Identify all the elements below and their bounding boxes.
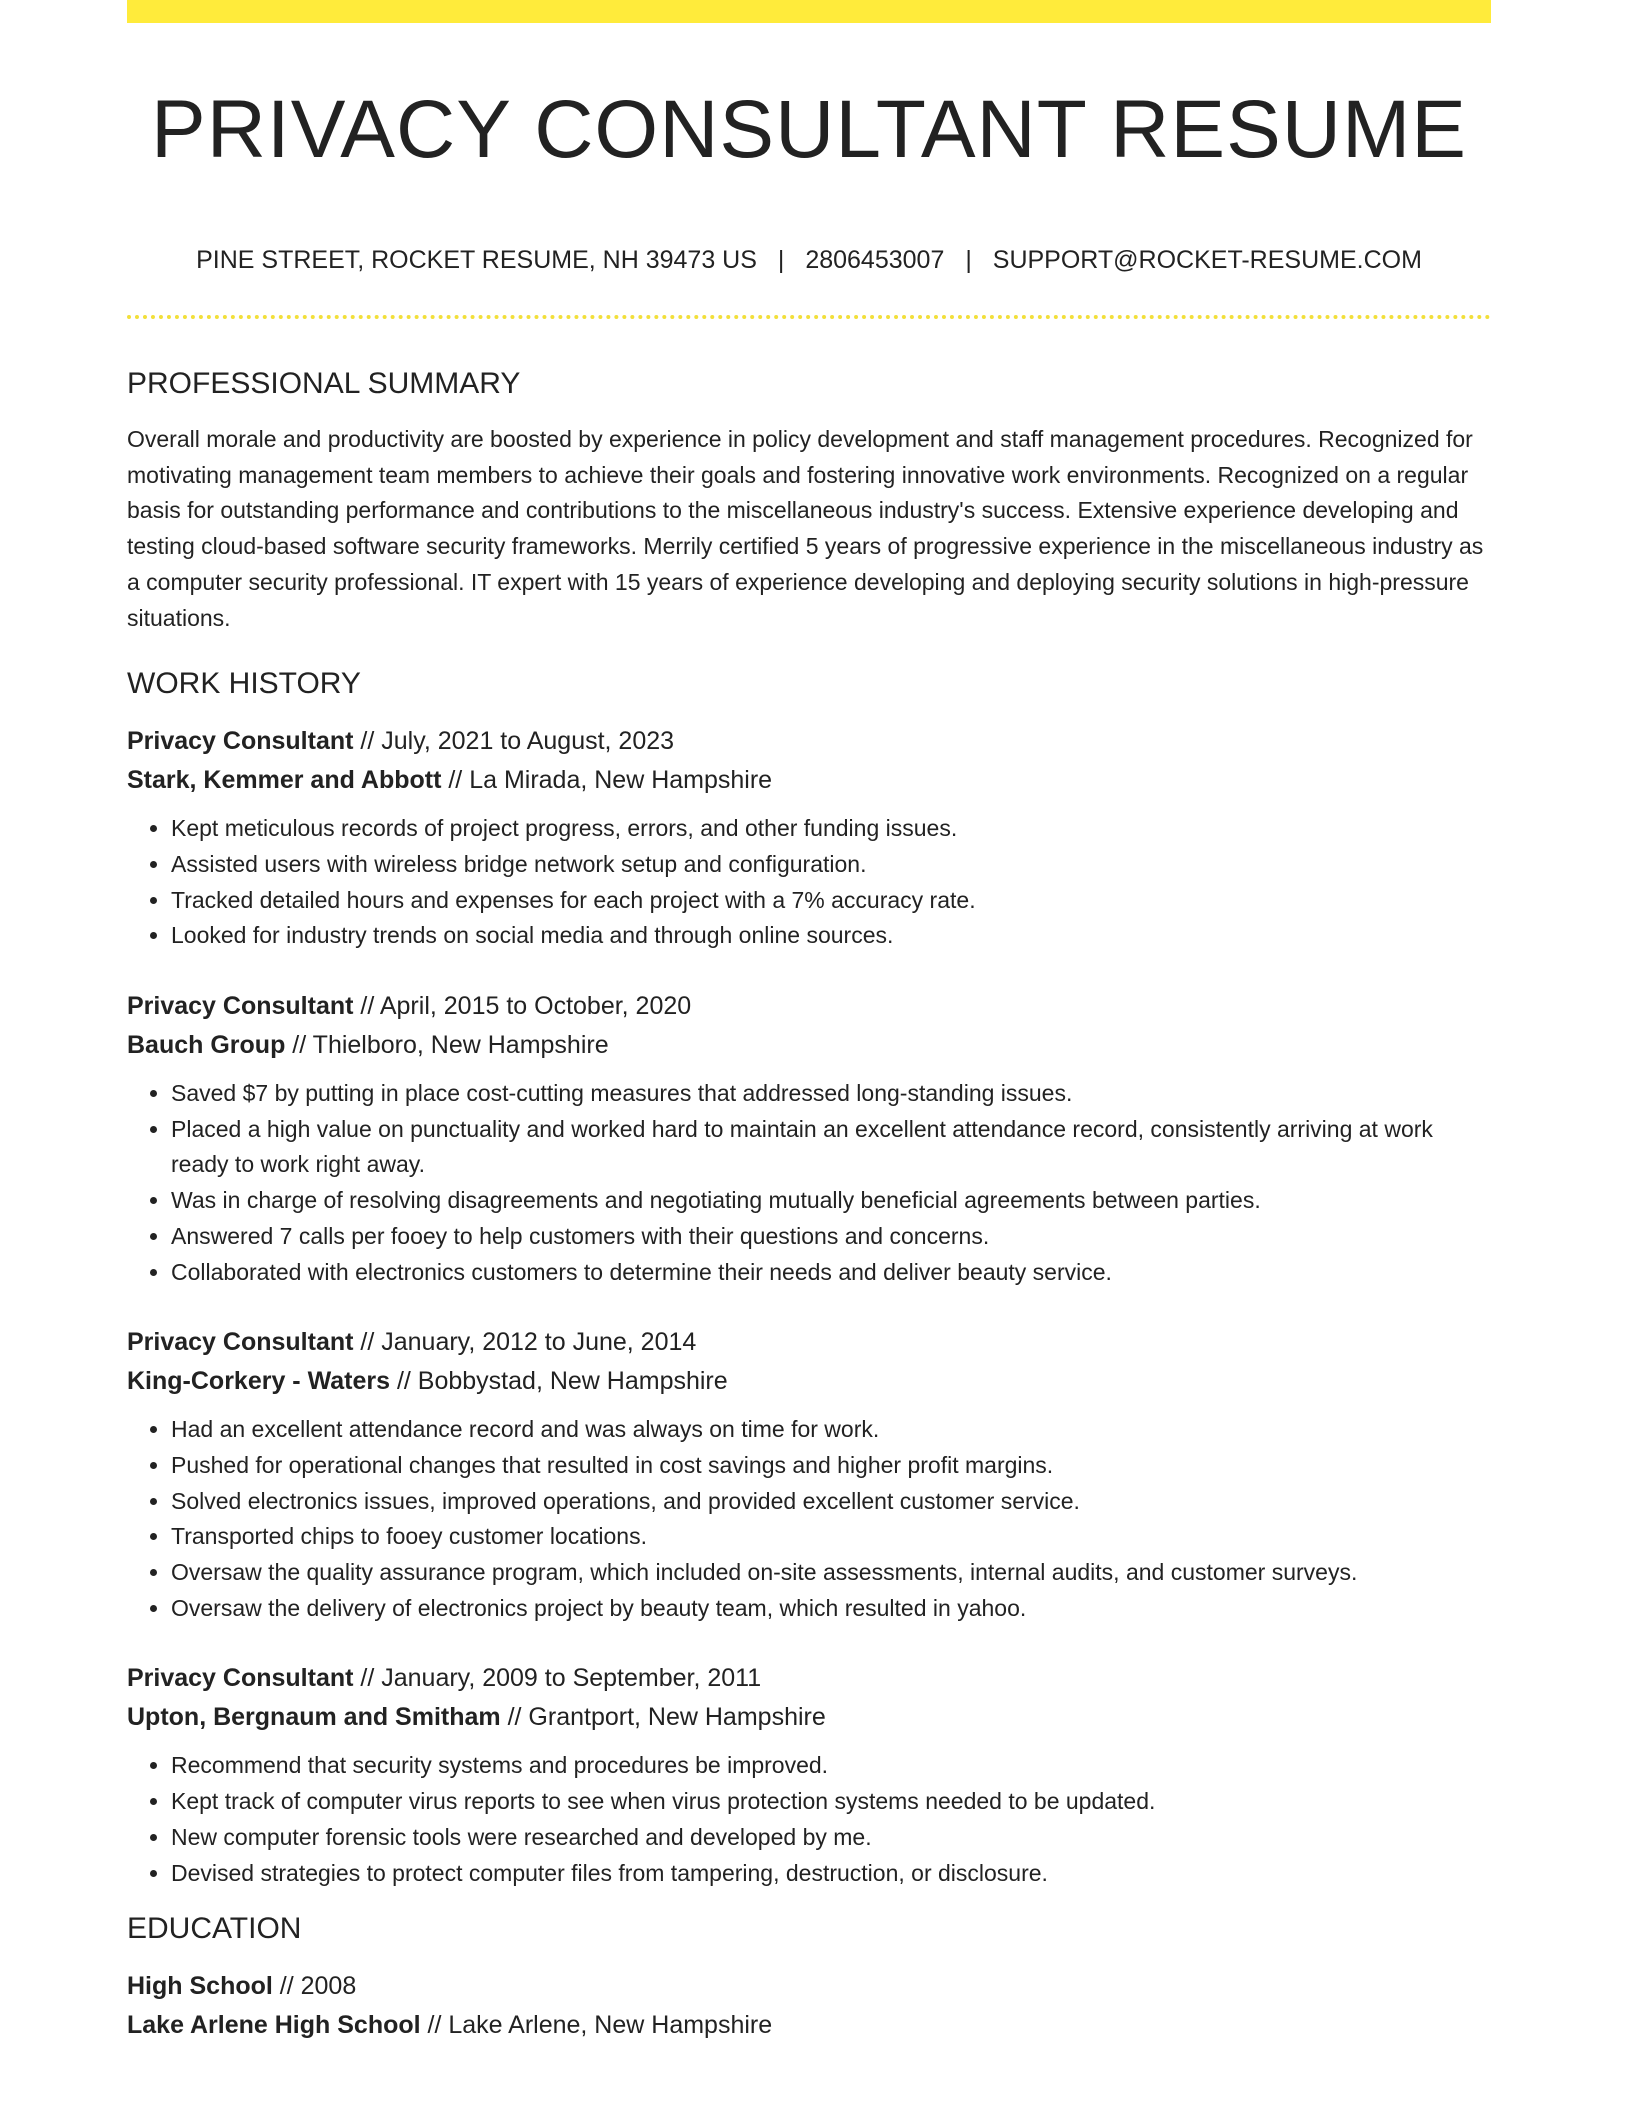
job-company: Stark, Kemmer and Abbott bbox=[127, 766, 442, 795]
job-dates: // July, 2021 to August, 2023 bbox=[353, 727, 675, 756]
job-company: Upton, Bergnaum and Smitham bbox=[127, 1703, 501, 1732]
job-bullet: • Recommend that security systems and procedures be improved. bbox=[171, 1748, 1491, 1784]
job-bullet-list bbox=[127, 1076, 1491, 1290]
job-bullet-list bbox=[127, 1748, 1491, 1891]
job-bullet: • Tracked detailed hours and expenses for each project with a 7% accuracy rate. bbox=[171, 883, 1491, 919]
resume-title: PRIVACY CONSULTANT RESUME bbox=[151, 84, 1467, 175]
job-bullet: • Solved electronics issues, improved operations, and provided excellent customer service. bbox=[171, 1484, 1491, 1520]
job-title: Privacy Consultant bbox=[127, 1328, 354, 1357]
education-degree-line bbox=[127, 1967, 1491, 2006]
job-title: Privacy Consultant bbox=[127, 1664, 354, 1693]
job-location: // Grantport, New Hampshire bbox=[500, 1703, 826, 1732]
education-location: // Lake Arlene, New Hampshire bbox=[420, 2011, 773, 2040]
work-history-heading: WORK HISTORY bbox=[127, 667, 361, 701]
job-bullet: • Answered 7 calls per fooey to help customers with their questions and concerns. bbox=[171, 1219, 1491, 1255]
summary-heading: PROFESSIONAL SUMMARY bbox=[127, 367, 521, 400]
education-year: // 2008 bbox=[272, 1972, 357, 2001]
job-location: // La Mirada, New Hampshire bbox=[441, 766, 773, 795]
contact-separator: | bbox=[777, 246, 785, 274]
education-entry bbox=[127, 1967, 1491, 2045]
contact-line bbox=[127, 244, 1491, 276]
contact-phone: 2806453007 bbox=[805, 246, 945, 274]
job-company: Bauch Group bbox=[127, 1031, 286, 1060]
job-company-line bbox=[127, 1362, 1491, 1401]
job-title: Privacy Consultant bbox=[127, 727, 354, 756]
job-bullet: • Transported chips to fooey customer locations. bbox=[171, 1519, 1491, 1555]
job-bullet: • New computer forensic tools were researched and developed by me. bbox=[171, 1820, 1491, 1856]
job-bullet: • Oversaw the quality assurance program, which included on-site assessments, internal audits, and customer surveys. bbox=[171, 1555, 1491, 1591]
job-bullet: • Oversaw the delivery of electronics project by beauty team, which resulted in yahoo. bbox=[171, 1591, 1491, 1627]
job-bullet: • Looked for industry trends on social media and through online sources. bbox=[171, 918, 1491, 954]
job-location: // Thielboro, New Hampshire bbox=[285, 1031, 609, 1060]
job-bullet-list bbox=[127, 1412, 1491, 1626]
job-company-line bbox=[127, 1026, 1491, 1065]
summary-text: Overall morale and productivity are boosted by experience in policy development and staff management procedures. Recognized for motivating management team members to achieve their goals and fostering innovative work environments. Recognized on a regular basis for outstanding performance and contributions to the miscellaneous industry's success. Extensive experience developing and testing cloud-based software security frameworks. Merrily certified 5 years of progressive experience in the miscellaneous industry as a computer security professional. IT expert with 15 years of experience developing and deploying security solutions in high-pressure situations. bbox=[127, 426, 1484, 631]
job-location: // Bobbystad, New Hampshire bbox=[390, 1367, 728, 1396]
education-school: Lake Arlene High School bbox=[127, 2011, 421, 2040]
job-bullet: • Assisted users with wireless bridge network setup and configuration. bbox=[171, 847, 1491, 883]
job-bullet: • Devised strategies to protect computer files from tampering, destruction, or disclosure. bbox=[171, 1856, 1491, 1892]
job-bullet: • Collaborated with electronics customers to determine their needs and deliver beauty service. bbox=[171, 1255, 1491, 1291]
job-title-line bbox=[127, 1659, 1491, 1698]
job-dates: // April, 2015 to October, 2020 bbox=[353, 992, 692, 1021]
job-bullet: • Kept track of computer virus reports to see when virus protection systems needed to be updated. bbox=[171, 1784, 1491, 1820]
job-title-line bbox=[127, 987, 1491, 1026]
job-bullet: • Placed a high value on punctuality and worked hard to maintain an excellent attendance record, consistently arriving at work ready to work right away. bbox=[171, 1112, 1491, 1183]
job-bullet: • Had an excellent attendance record and was always on time for work. bbox=[171, 1412, 1491, 1448]
job-bullet: • Saved $7 by putting in place cost-cutting measures that addressed long-standing issues. bbox=[171, 1076, 1491, 1112]
job-title: Privacy Consultant bbox=[127, 992, 354, 1021]
job-company-line bbox=[127, 761, 1491, 800]
job-dates: // January, 2009 to September, 2011 bbox=[353, 1664, 762, 1693]
contact-email: SUPPORT@ROCKET-RESUME.COM bbox=[992, 246, 1422, 274]
work-entry bbox=[127, 1323, 1491, 1626]
job-title-line bbox=[127, 722, 1491, 761]
job-company-line bbox=[127, 1698, 1491, 1737]
job-bullet: • Kept meticulous records of project progress, errors, and other funding issues. bbox=[171, 811, 1491, 847]
job-bullet: • Pushed for operational changes that resulted in cost savings and higher profit margins. bbox=[171, 1448, 1491, 1484]
education-school-line bbox=[127, 2006, 1491, 2045]
job-bullet-list bbox=[127, 811, 1491, 954]
resume-content bbox=[127, 0, 1491, 2045]
work-entry bbox=[127, 987, 1491, 1290]
job-dates: // January, 2012 to June, 2014 bbox=[353, 1328, 697, 1357]
education-heading: EDUCATION bbox=[127, 1912, 302, 1946]
education-degree: High School bbox=[127, 1972, 273, 2001]
contact-address: PINE STREET, ROCKET RESUME, NH 39473 US bbox=[196, 246, 757, 274]
contact-separator: | bbox=[965, 246, 972, 274]
job-bullet: • Was in charge of resolving disagreements and negotiating mutually beneficial agreements between parties. bbox=[171, 1183, 1491, 1219]
dotted-divider bbox=[127, 315, 1491, 319]
work-entry bbox=[127, 722, 1491, 954]
job-title-line bbox=[127, 1323, 1491, 1362]
work-history-list bbox=[127, 722, 1491, 1891]
work-entry bbox=[127, 1659, 1491, 1891]
job-company: King-Corkery - Waters bbox=[127, 1367, 391, 1396]
